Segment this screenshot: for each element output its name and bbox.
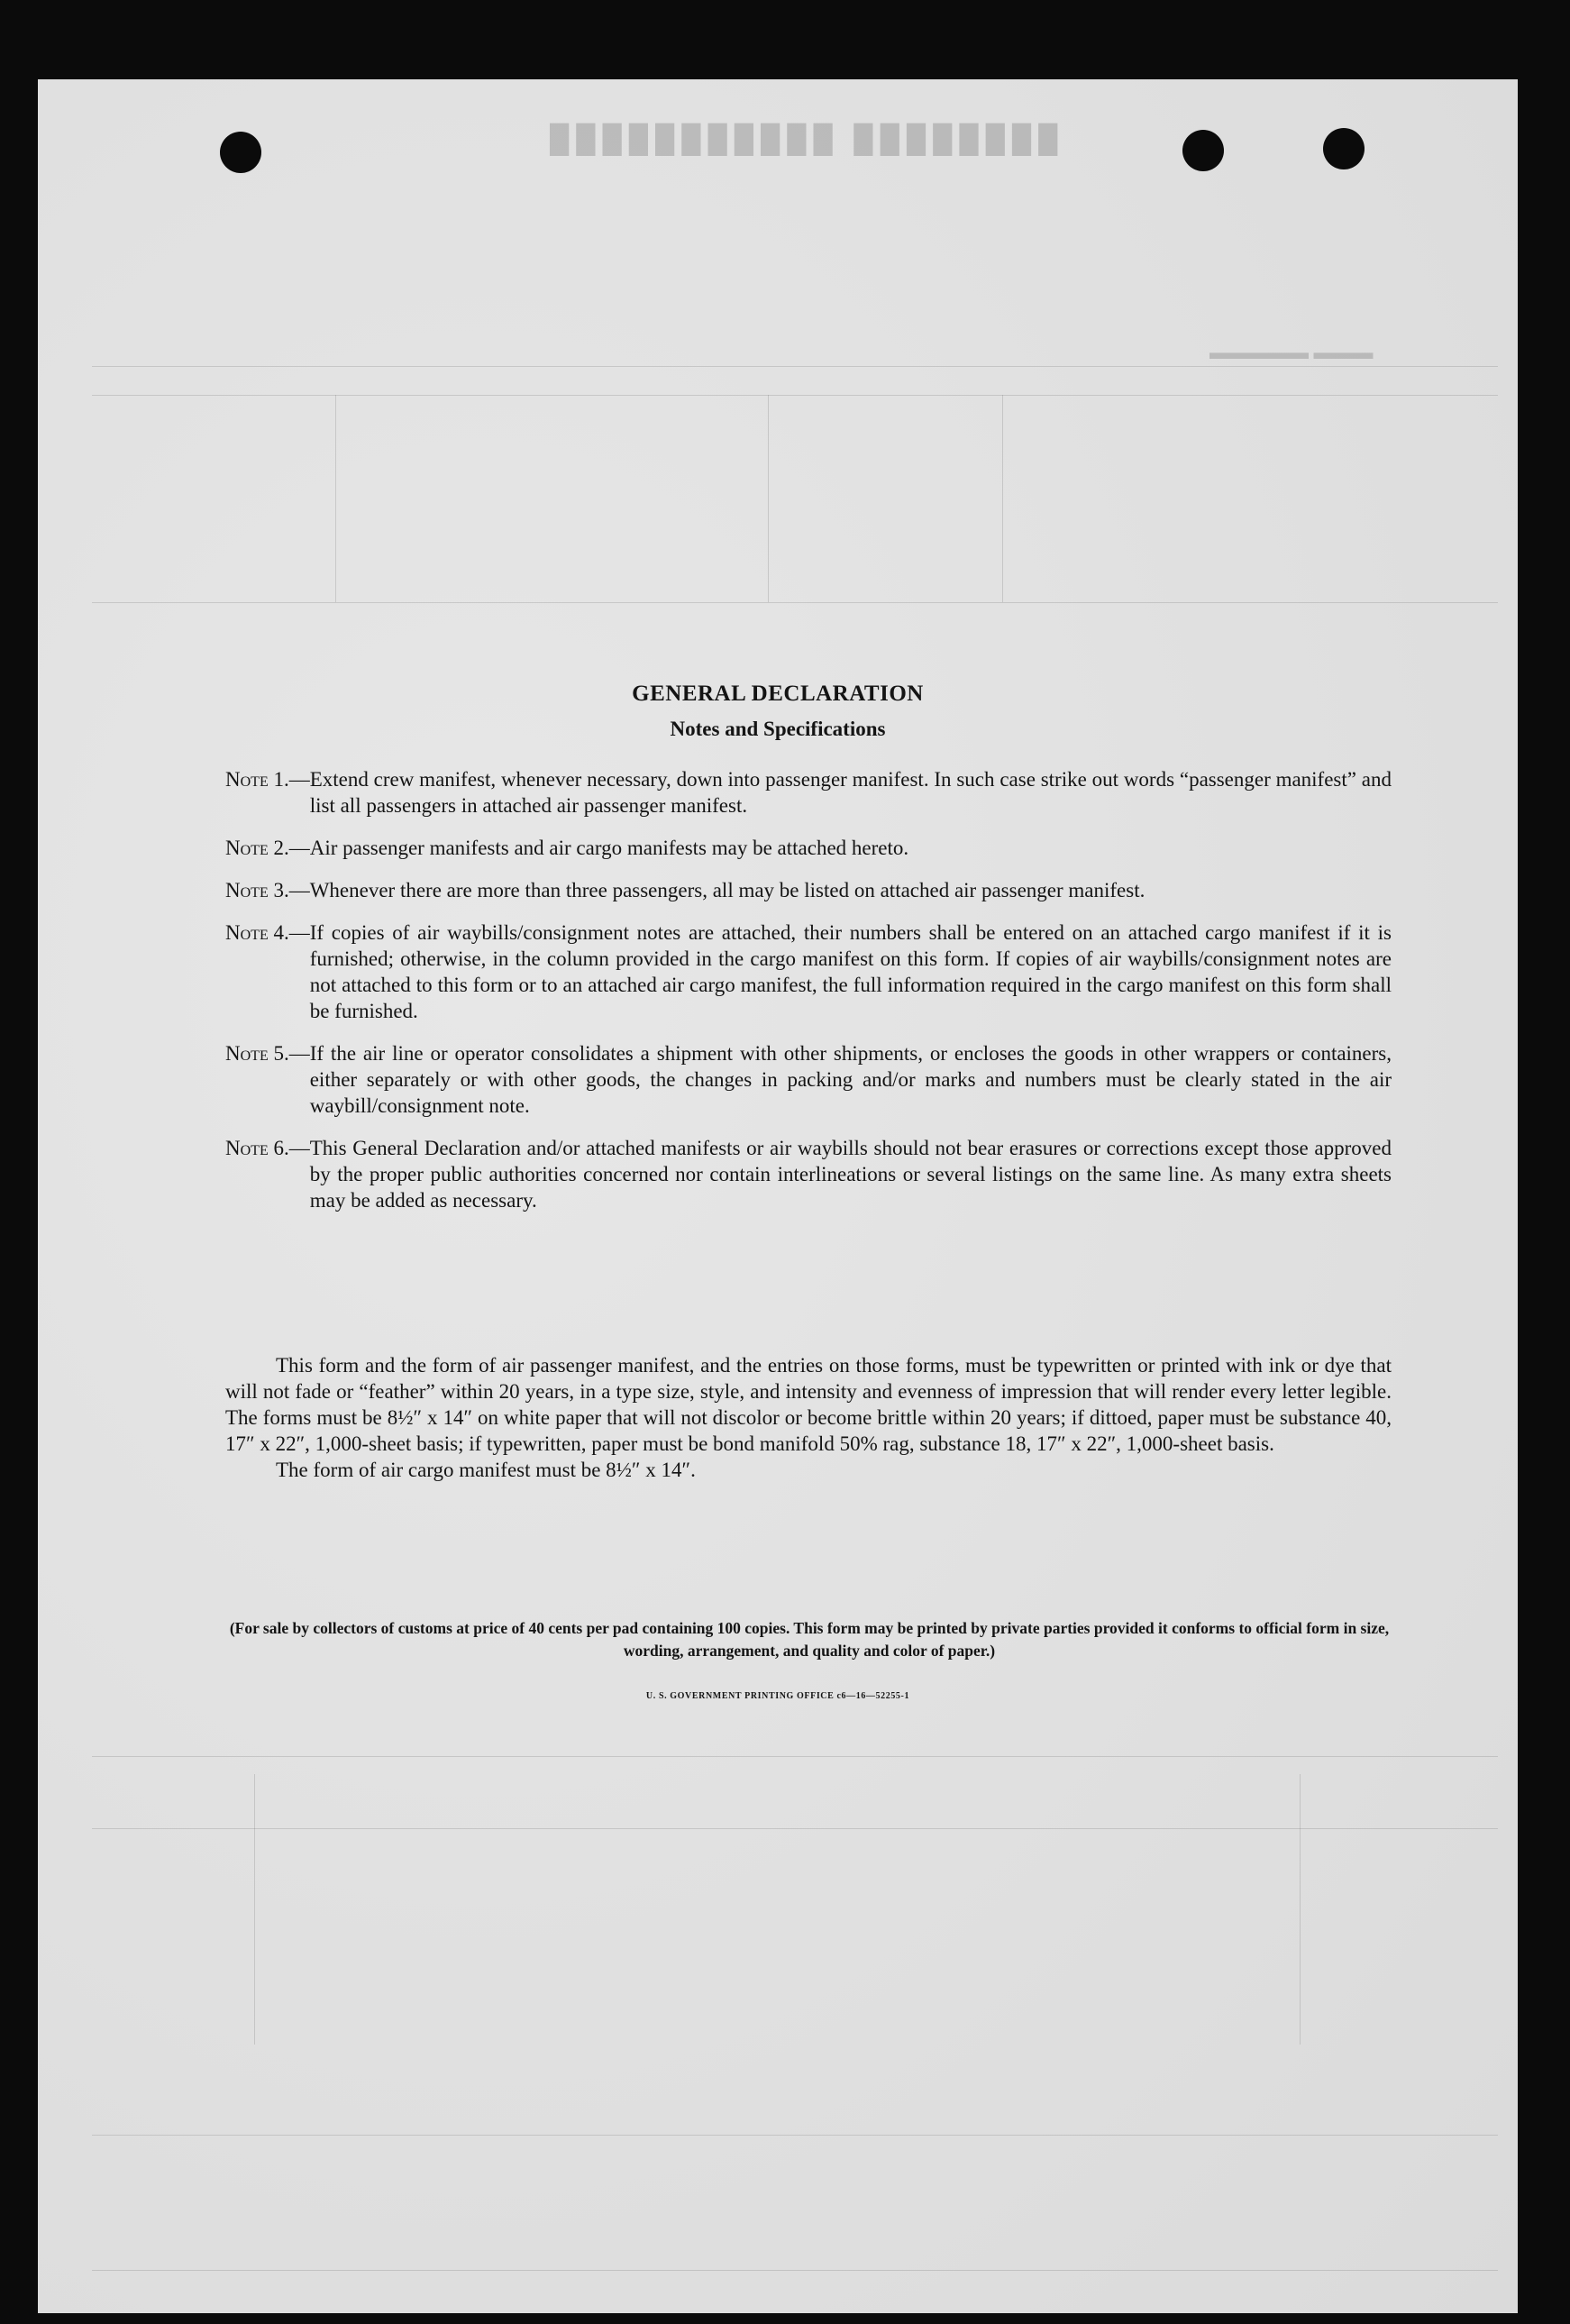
note-text: Whenever there are more than three passengers, all may be listed on attached air passenger manifest. bbox=[309, 879, 1146, 901]
note-label: Note 5.— bbox=[225, 1042, 310, 1065]
page-title: GENERAL DECLARATION bbox=[632, 682, 924, 706]
printing-office-imprint: U. S. GOVERNMENT PRINTING OFFICE c6—16—52255-1 bbox=[645, 1691, 910, 1701]
note-text: This General Declaration and/or attached manifests or air waybills should not bear erasures or corrections except those approved by the proper public authorities concerned nor contain interlineations or several listings on the same line. As many extra sheets may be added as necessary. bbox=[309, 1137, 1392, 1212]
document-page bbox=[38, 79, 1518, 2313]
note-text: If copies of air waybills/consignment notes are attached, their numbers shall be entered on an attached cargo manifest if it is furnished; otherwise, in the column provided in the cargo manifest on this form. If copies of air waybills/consignment notes are not attached to this form or to an attached air cargo manifest, the full information required in the cargo manifest on this form shall be furnished. bbox=[309, 921, 1392, 1022]
note-label: Note 1.— bbox=[225, 768, 310, 791]
notes-list bbox=[225, 766, 1392, 1230]
note-text: If the air line or operator consolidates a shipment with other shipments, or encloses the goods in other wrappers or containers, either separately or with other goods, the changes in packing and/or marks and numbers must be clearly stated in the air waybill/consignment note. bbox=[309, 1042, 1392, 1117]
cargo-form-size-text: The form of air cargo manifest must be 8½″ x 14″. bbox=[276, 1459, 696, 1481]
note-5 bbox=[225, 1040, 1392, 1119]
note-text: Air passenger manifests and air cargo manifests may be attached hereto. bbox=[309, 837, 909, 859]
bleed-through-texture: ▬▬▬ ▬▬▬▬▬ bbox=[1209, 341, 1374, 363]
note-label: Note 6.— bbox=[225, 1137, 310, 1159]
bleed-through-texture: ████████ ███████████ bbox=[543, 124, 1058, 154]
paper-specifications bbox=[225, 1352, 1392, 1483]
note-label: Note 3.— bbox=[225, 879, 310, 901]
page-subtitle: Notes and Specifications bbox=[670, 718, 886, 740]
note-3 bbox=[225, 877, 1392, 903]
specification-text: This form and the form of air passenger manifest, and the entries on those forms, must be typewritten or printed with ink or dye that will not fade or “feather” within 20 years, in a type size, style, and intensity and evenness of impression that will render every letter legible. The forms must be 8½″ x 14″ on white paper that will not discolor or become brittle within 20 years; if dittoed, paper must be substance 40, 17″ x 22″, 1,000-sheet basis; if typewritten, paper must be bond manifold 50% rag, substance 18, 17″ x 22″, 1,000-sheet basis. bbox=[225, 1354, 1392, 1455]
note-text: Extend crew manifest, whenever necessary, down into passenger manifest. In such case strike out words “passenger manifest” and list all passengers in attached air passenger manifest. bbox=[309, 768, 1392, 817]
note-label: Note 4.— bbox=[225, 921, 310, 944]
note-label: Note 2.— bbox=[225, 837, 310, 859]
note-4 bbox=[225, 920, 1392, 1024]
note-6 bbox=[225, 1135, 1392, 1213]
sale-notice: (For sale by collectors of customs at price of 40 cents per pad containing 100 copies. This form may be printed by private parties provided it conforms to official form in size, wording, arrangement, and quality and color of paper.) bbox=[229, 1619, 1390, 1660]
note-2 bbox=[225, 835, 1392, 861]
declaration-content bbox=[38, 79, 1518, 2313]
note-1 bbox=[225, 766, 1392, 819]
